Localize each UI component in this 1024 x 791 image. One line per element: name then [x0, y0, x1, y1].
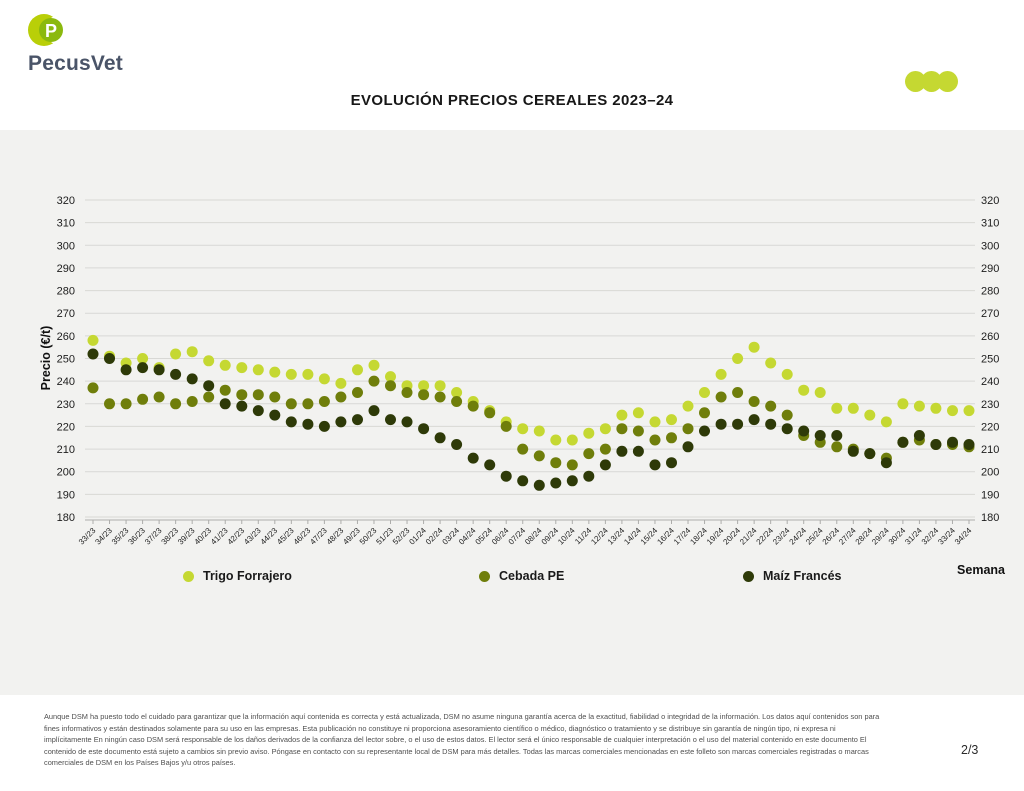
svg-text:260: 260	[56, 330, 75, 343]
svg-text:31/24: 31/24	[903, 526, 924, 547]
data-point	[335, 392, 346, 403]
data-point	[269, 410, 280, 421]
svg-text:45/23: 45/23	[275, 526, 296, 547]
data-point	[435, 392, 446, 403]
data-point	[666, 432, 677, 443]
data-point	[881, 416, 892, 427]
data-point	[137, 362, 148, 373]
data-point	[203, 392, 214, 403]
data-point	[104, 353, 115, 364]
svg-text:26/24: 26/24	[820, 526, 842, 547]
data-point	[220, 360, 231, 371]
data-point	[402, 416, 413, 427]
data-point	[104, 398, 115, 409]
disclaimer-line: contenido de este documento está sujeto a cambios sin previo aviso. Póngase en contacto con su representante local de DSM para más detalles. Todas las marcas comerciales mencionadas en este folleto son marcas comerciales registradas o marcas	[44, 746, 869, 756]
data-point	[484, 407, 495, 418]
y-axis-labels-left	[57, 195, 75, 524]
data-point	[517, 444, 528, 455]
svg-text:21/24: 21/24	[738, 526, 759, 547]
data-point	[302, 398, 313, 409]
svg-text:190: 190	[981, 489, 1000, 502]
x-axis	[85, 520, 975, 524]
svg-text:13/24: 13/24	[605, 526, 627, 547]
data-point	[170, 349, 181, 360]
svg-text:08/24: 08/24	[523, 526, 544, 547]
data-point	[170, 398, 181, 409]
data-point	[848, 403, 859, 414]
legend-label: Cebada PE	[499, 569, 565, 583]
data-point	[947, 405, 958, 416]
legend-item-cebada-pe	[479, 569, 564, 583]
y-axis-title: Precio (€/t)	[39, 325, 53, 391]
svg-text:09/24: 09/24	[539, 526, 561, 547]
svg-text:280: 280	[56, 285, 75, 298]
page-title: EVOLUCIÓN PRECIOS CEREALES 2023–24	[350, 92, 674, 109]
svg-text:15/24: 15/24	[638, 526, 660, 547]
svg-text:P: P	[44, 21, 58, 41]
data-point	[616, 410, 627, 421]
data-point	[716, 369, 727, 380]
svg-text:320: 320	[56, 195, 75, 207]
data-point	[616, 446, 627, 457]
data-point	[203, 380, 214, 391]
svg-text:50/23: 50/23	[357, 526, 379, 547]
svg-text:240: 240	[56, 376, 75, 389]
data-point	[914, 401, 925, 412]
data-point	[435, 432, 446, 443]
svg-text:270: 270	[56, 308, 75, 321]
svg-text:51/23: 51/23	[374, 526, 395, 547]
svg-text:320: 320	[981, 195, 1000, 207]
data-point	[154, 364, 165, 375]
data-point	[633, 426, 644, 437]
data-point	[732, 419, 743, 430]
data-point	[187, 396, 198, 407]
data-point	[418, 389, 429, 400]
data-point	[633, 446, 644, 457]
data-point	[666, 457, 677, 468]
data-point	[732, 353, 743, 364]
data-point	[650, 435, 661, 446]
data-point	[947, 437, 958, 448]
data-point	[302, 369, 313, 380]
disclaimer	[44, 711, 1004, 769]
disclaimer-line: implícitamente En ningún caso DSM será responsable de los daños derivados de la confianza del lector sobre, o el uso de estos datos. El lector será el único responsable de cualquier interpretación o el uso del material contenido en este documento El	[44, 735, 867, 745]
data-point	[964, 405, 975, 416]
disclaimer-line: comerciales de DSM en los Países Bajos y/u otros países.	[44, 758, 236, 768]
data-point	[369, 405, 380, 416]
data-point	[600, 444, 611, 455]
svg-text:190: 190	[56, 489, 75, 502]
data-point	[352, 364, 363, 375]
data-point	[881, 457, 892, 468]
series-ma-z-franc-s	[88, 349, 975, 491]
data-point	[220, 385, 231, 396]
data-point	[583, 428, 594, 439]
x-axis-title: Semana	[957, 563, 1005, 577]
data-point	[236, 362, 247, 373]
data-point	[418, 423, 429, 434]
svg-text:20/24: 20/24	[721, 526, 743, 547]
data-point	[782, 423, 793, 434]
data-point	[716, 392, 727, 403]
page-number: 2/3	[961, 743, 979, 757]
data-point	[385, 414, 396, 425]
svg-text:33/24: 33/24	[936, 526, 957, 547]
data-point	[930, 439, 941, 450]
data-point	[319, 373, 330, 384]
data-point	[583, 471, 594, 482]
svg-text:33/23: 33/23	[76, 526, 98, 547]
data-point	[484, 459, 495, 470]
data-point	[683, 401, 694, 412]
svg-text:27/24: 27/24	[837, 526, 858, 547]
disclaimer-line: fines informativos y están destinados solamente para su uso en las empresas. Esta publicación no constituye ni proporciona asesoramiento científico o médico, diagnóstico o tratamiento y se distribuye sin garantía de ningún tipo, ni expresa ni	[44, 723, 836, 733]
data-point	[749, 414, 760, 425]
data-point	[435, 380, 446, 391]
svg-text:25/24: 25/24	[804, 526, 825, 547]
legend-item-maiz-frances	[743, 569, 842, 583]
svg-text:230: 230	[56, 398, 75, 411]
svg-text:30/24: 30/24	[886, 526, 908, 547]
data-point	[501, 421, 512, 432]
data-point	[699, 407, 710, 418]
data-point	[269, 392, 280, 403]
data-point	[203, 355, 214, 366]
data-point	[798, 385, 809, 396]
svg-text:02/24: 02/24	[423, 526, 445, 547]
svg-text:49/23: 49/23	[341, 526, 362, 547]
legend-label: Trigo Forrajero	[203, 569, 292, 583]
svg-text:35/23: 35/23	[109, 526, 131, 547]
data-point	[88, 335, 99, 346]
svg-text:240: 240	[981, 376, 1000, 389]
svg-text:04/24: 04/24	[457, 526, 478, 547]
svg-text:200: 200	[981, 466, 1000, 479]
svg-text:03/24: 03/24	[440, 526, 462, 547]
data-point	[335, 416, 346, 427]
data-point	[170, 369, 181, 380]
svg-text:230: 230	[981, 398, 1000, 411]
y-axis-labels-right	[981, 195, 999, 524]
data-point	[451, 396, 462, 407]
svg-text:300: 300	[56, 240, 75, 253]
data-point	[220, 398, 231, 409]
svg-text:310: 310	[56, 217, 75, 230]
data-point	[864, 448, 875, 459]
data-point	[699, 426, 710, 437]
svg-text:32/24: 32/24	[919, 526, 941, 547]
svg-text:220: 220	[981, 421, 1000, 434]
maiz-frances-dot-icon	[743, 571, 754, 582]
data-point	[534, 480, 545, 491]
data-point	[716, 419, 727, 430]
data-point	[815, 430, 826, 441]
data-point	[749, 396, 760, 407]
data-point	[567, 459, 578, 470]
svg-text:11/24: 11/24	[573, 526, 594, 547]
svg-text:07/24: 07/24	[506, 526, 528, 547]
data-point	[88, 349, 99, 360]
svg-text:290: 290	[981, 262, 1000, 275]
data-point	[864, 410, 875, 421]
data-point	[616, 423, 627, 434]
chart-legend	[0, 569, 1024, 589]
svg-text:34/23: 34/23	[93, 526, 114, 547]
data-point	[782, 410, 793, 421]
svg-text:48/23: 48/23	[324, 526, 346, 547]
svg-text:42/23: 42/23	[225, 526, 247, 547]
svg-text:210: 210	[56, 444, 75, 457]
svg-text:24/24: 24/24	[787, 526, 809, 547]
svg-text:260: 260	[981, 330, 1000, 343]
data-point	[732, 387, 743, 398]
data-point	[683, 441, 694, 452]
data-point	[567, 435, 578, 446]
data-point	[286, 369, 297, 380]
svg-text:41/23: 41/23	[209, 526, 230, 547]
series-cebada-pe	[88, 376, 975, 471]
svg-text:200: 200	[56, 466, 75, 479]
svg-text:29/24: 29/24	[870, 526, 891, 547]
legend-item-trigo-forrajero	[183, 569, 292, 583]
gridlines	[85, 200, 975, 517]
svg-text:210: 210	[981, 444, 1000, 457]
svg-text:290: 290	[56, 262, 75, 275]
svg-text:10/24: 10/24	[556, 526, 577, 547]
data-point	[335, 378, 346, 389]
data-point	[236, 401, 247, 412]
data-point	[352, 387, 363, 398]
svg-text:34/24: 34/24	[952, 526, 974, 547]
svg-text:280: 280	[981, 285, 1000, 298]
data-point	[600, 423, 611, 434]
data-point	[319, 396, 330, 407]
svg-text:180: 180	[981, 512, 1000, 524]
data-point	[253, 364, 264, 375]
data-point	[286, 398, 297, 409]
data-point	[385, 380, 396, 391]
data-point	[253, 405, 264, 416]
data-point	[286, 416, 297, 427]
data-point	[402, 387, 413, 398]
svg-text:38/23: 38/23	[159, 526, 181, 547]
svg-text:300: 300	[981, 240, 1000, 253]
data-point	[848, 446, 859, 457]
data-point	[121, 364, 132, 375]
svg-text:14/24: 14/24	[622, 526, 643, 547]
svg-text:19/24: 19/24	[704, 526, 726, 547]
data-point	[550, 457, 561, 468]
svg-text:23/24: 23/24	[771, 526, 792, 547]
data-point	[517, 423, 528, 434]
data-point	[187, 346, 198, 357]
data-point	[897, 437, 908, 448]
data-point	[319, 421, 330, 432]
svg-text:47/23: 47/23	[308, 526, 329, 547]
data-point	[468, 401, 479, 412]
data-point	[352, 414, 363, 425]
svg-text:12/24: 12/24	[589, 526, 610, 547]
data-point	[815, 387, 826, 398]
data-point	[798, 426, 809, 437]
data-point	[550, 435, 561, 446]
data-point	[154, 392, 165, 403]
svg-text:250: 250	[56, 353, 75, 366]
svg-text:17/24: 17/24	[671, 526, 693, 547]
data-point	[831, 430, 842, 441]
svg-text:220: 220	[56, 421, 75, 434]
disclaimer-line: Aunque DSM ha puesto todo el cuidado para garantizar que la información aquí contenida es correcta y está actualizada, DSM no asume ninguna garantía acerca de la exactitud, fiabilidad o integridad de la información. Los datos aquí contenidos son para	[44, 712, 880, 721]
svg-text:310: 310	[981, 217, 1000, 230]
data-point	[765, 358, 776, 369]
data-point	[550, 478, 561, 489]
svg-text:44/23: 44/23	[258, 526, 280, 547]
data-point	[468, 453, 479, 464]
svg-text:250: 250	[981, 353, 1000, 366]
data-point	[236, 389, 247, 400]
cebada-pe-dot-icon	[479, 571, 490, 582]
svg-text:36/23: 36/23	[126, 526, 147, 547]
svg-text:43/23: 43/23	[242, 526, 263, 547]
data-point	[451, 439, 462, 450]
svg-text:270: 270	[981, 308, 1000, 321]
data-point	[567, 475, 578, 486]
data-point	[88, 382, 99, 393]
legend-label: Maíz Francés	[763, 569, 842, 583]
svg-text:01/24: 01/24	[407, 526, 428, 547]
data-point	[534, 426, 545, 437]
trigo-forrajero-dot-icon	[183, 571, 194, 582]
svg-text:18/24: 18/24	[688, 526, 709, 547]
data-point	[121, 398, 132, 409]
svg-text:180: 180	[56, 512, 75, 524]
svg-text:39/23: 39/23	[176, 526, 197, 547]
data-point	[137, 394, 148, 405]
data-point	[683, 423, 694, 434]
data-point	[749, 342, 760, 353]
data-point	[600, 459, 611, 470]
data-point	[897, 398, 908, 409]
data-point	[831, 403, 842, 414]
svg-text:28/24: 28/24	[853, 526, 875, 547]
data-point	[666, 414, 677, 425]
svg-text:46/23: 46/23	[291, 526, 313, 547]
data-point	[650, 459, 661, 470]
logo-wordmark: PecusVet	[28, 52, 123, 75]
data-point	[253, 389, 264, 400]
data-point	[831, 441, 842, 452]
data-point	[187, 373, 198, 384]
data-point	[369, 376, 380, 387]
data-point	[534, 450, 545, 461]
data-point	[650, 416, 661, 427]
data-point	[765, 419, 776, 430]
data-point	[782, 369, 793, 380]
data-point	[501, 471, 512, 482]
data-point	[930, 403, 941, 414]
svg-text:05/24: 05/24	[473, 526, 495, 547]
svg-text:52/23: 52/23	[390, 526, 412, 547]
data-point	[517, 475, 528, 486]
svg-text:22/24: 22/24	[754, 526, 776, 547]
x-axis-labels	[77, 526, 974, 547]
data-point	[765, 401, 776, 412]
svg-text:37/23: 37/23	[142, 526, 164, 547]
data-point	[699, 387, 710, 398]
svg-text:40/23: 40/23	[192, 526, 214, 547]
data-point	[914, 430, 925, 441]
data-point	[302, 419, 313, 430]
svg-text:06/24: 06/24	[490, 526, 511, 547]
svg-text:16/24: 16/24	[655, 526, 676, 547]
data-point	[369, 360, 380, 371]
data-point	[583, 448, 594, 459]
data-point	[269, 367, 280, 378]
data-point	[964, 439, 975, 450]
data-point	[633, 407, 644, 418]
